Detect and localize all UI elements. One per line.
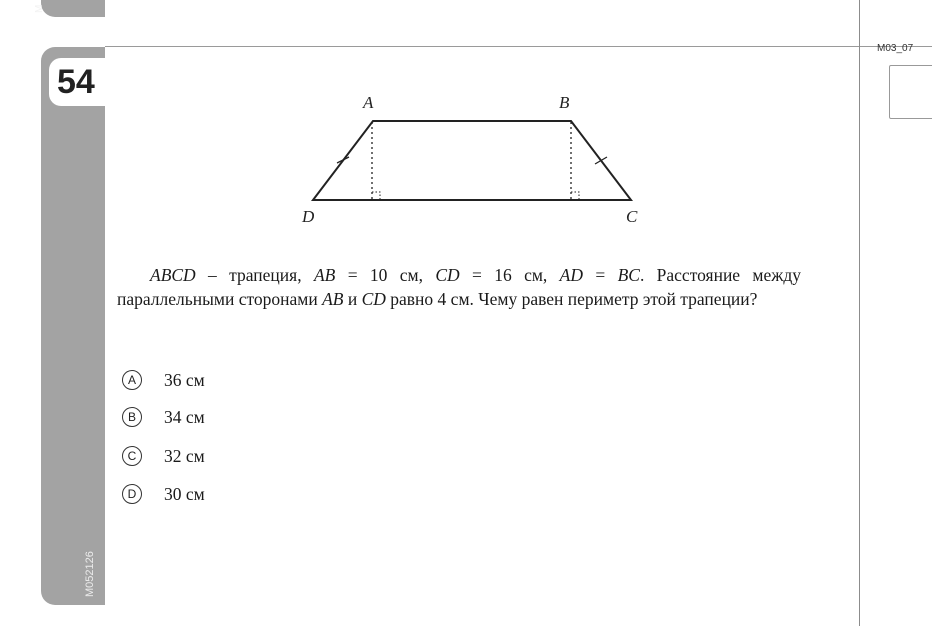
option-text-c: 32 см [164, 446, 205, 466]
vertex-label-a: A [363, 93, 374, 112]
question-divider [105, 46, 932, 47]
question-sidebar [41, 47, 105, 605]
previous-question-tab [34, 0, 105, 17]
scoring-code-label: M03_07 [877, 43, 914, 54]
option-text-d: 30 см [164, 484, 205, 504]
vertex-label-d: D [302, 207, 315, 226]
right-angle-mark-left [372, 192, 380, 199]
option-text-a: 36 см [164, 370, 205, 390]
previous-item-code: M [34, 4, 45, 13]
vertex-label-c: C [626, 207, 638, 226]
trapezoid-diagram [290, 90, 650, 240]
margin-divider [859, 0, 860, 626]
option-bubble-b[interactable]: B [122, 407, 142, 427]
trapezoid-figure [290, 90, 650, 245]
equal-tick-right [595, 157, 607, 164]
option-bubble-c[interactable]: C [122, 446, 142, 466]
right-angle-mark-right [571, 192, 579, 199]
trapezoid-shape [313, 121, 631, 200]
scoring-box [889, 65, 932, 119]
option-bubble-a[interactable]: A [122, 370, 142, 390]
option-bubble-d[interactable]: D [122, 484, 142, 504]
vertex-label-b: B [559, 93, 570, 112]
option-text-b: 34 см [164, 407, 205, 427]
item-code: M052126 [84, 551, 96, 597]
problem-text: ABCD – трапеция, AB = 10 см, CD = 16 см, AD = BC. Расстояние между параллельными сторонами AB и CD равно 4 см. Чему равен периметр этой трапеции? [117, 265, 802, 309]
question-number: 54 [57, 63, 95, 101]
